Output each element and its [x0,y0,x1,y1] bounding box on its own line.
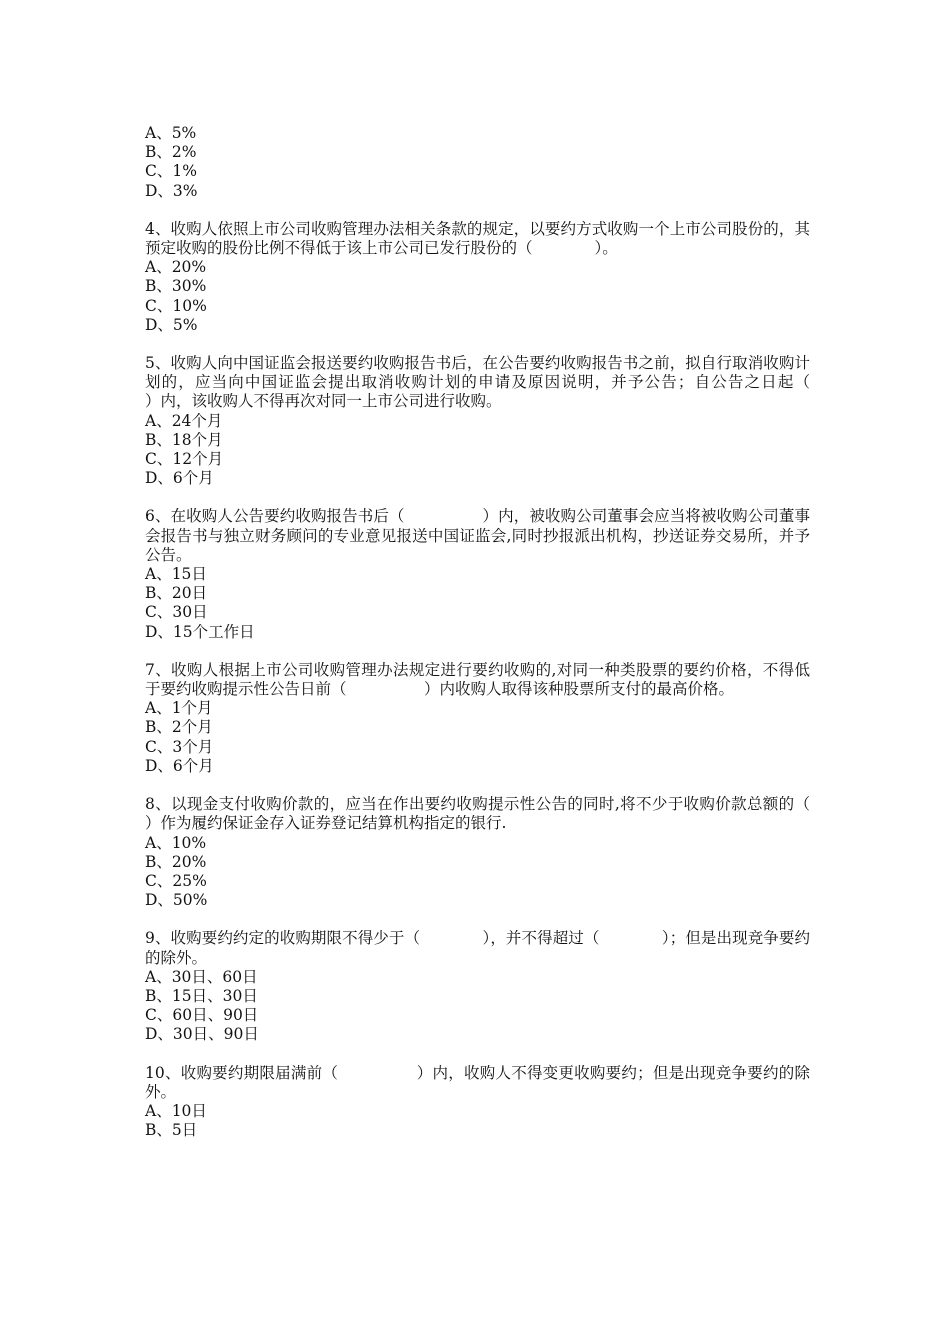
option-a: A、20% [145,258,207,277]
option-d: D、6个月 [145,469,214,488]
option-a: A、30日、60日 [145,967,258,986]
option-a: A、5% [145,124,197,142]
option-b: B、20日 [145,584,208,603]
option-c: C、1% [145,162,197,181]
option-d: D、3% [145,181,198,200]
option-a: A、1个月 [145,699,213,718]
option-b: B、5日 [145,1121,198,1140]
option-a: A、15日 [145,565,207,584]
question-5 [145,354,888,488]
document-body [145,124,888,1140]
option-b: B、15日、30日 [145,986,258,1005]
option-c: C、30日 [145,603,208,622]
option-c: C、3个月 [145,737,214,756]
question-6 [145,507,810,641]
option-b: B、20% [145,852,207,871]
question-9 [145,929,810,1044]
option-b: B、30% [145,277,207,296]
option-d: D、6个月 [145,756,214,775]
question-8 [145,795,888,910]
option-a: A、10% [145,833,207,852]
option-c: C、12个月 [145,450,224,469]
leading-options [145,124,810,201]
question-text: 5、收购人向中国证监会报送要约收购报告书后，在公告要约收购报告书之前，拟自行取消收购计划的，应当向中国证监会提出取消收购计划的申请及原因说明，并予公告；自公告之日起（ ）内，该收购人不得再次对同一上市公司进行收购。 [145,354,888,411]
question-text: 6、在收购人公告要约收购报告书后（ ）内，被收购公司董事会应当将被收购公司董事会报告书与独立财务顾问的专业意见报送中国证监会,同时抄报派出机构，抄送证券交易所，并予公告。 [145,507,810,564]
option-d: D、50% [145,891,208,910]
option-b: B、2% [145,143,197,162]
option-c: C、60日、90日 [145,1006,259,1025]
question-text: 10、收购要约期限届满前（ ）内，收购人不得变更收购要约；但是出现竞争要约的除外。 [145,1063,810,1101]
option-b: B、2个月 [145,718,213,737]
question-text: 7、收购人根据上市公司收购管理办法规定进行要约收购的,对同一种类股票的要约价格，不得低于要约收购提示性公告日前（ ）内收购人取得该种股票所支付的最高价格。 [145,660,810,699]
option-d: D、15个工作日 [145,622,255,641]
question-text: 9、收购要约约定的收购期限不得少于（ ），并不得超过（ ）；但是出现竞争要约的除外。 [145,929,810,967]
option-d: D、30日、90日 [145,1025,259,1044]
option-b: B、18个月 [145,430,223,449]
option-d: D、5% [145,315,198,334]
question-4 [145,220,810,335]
question-7 [145,661,810,776]
question-text: 8、以现金支付收购价款的，应当在作出要约收购提示性公告的同时,将不少于收购价款总额的（ ）作为履约保证金存入证券登记结算机构指定的银行. [145,795,888,833]
option-a: A、10日 [145,1101,207,1120]
question-10 [145,1064,810,1141]
option-c: C、25% [145,871,207,890]
option-c: C、10% [145,296,207,315]
question-text: 4、收购人依照上市公司收购管理办法相关条款的规定，以要约方式收购一个上市公司股份的，其预定收购的股份比例不得低于该上市公司已发行股份的（ ）。 [145,219,810,258]
option-a: A、24个月 [145,411,223,430]
